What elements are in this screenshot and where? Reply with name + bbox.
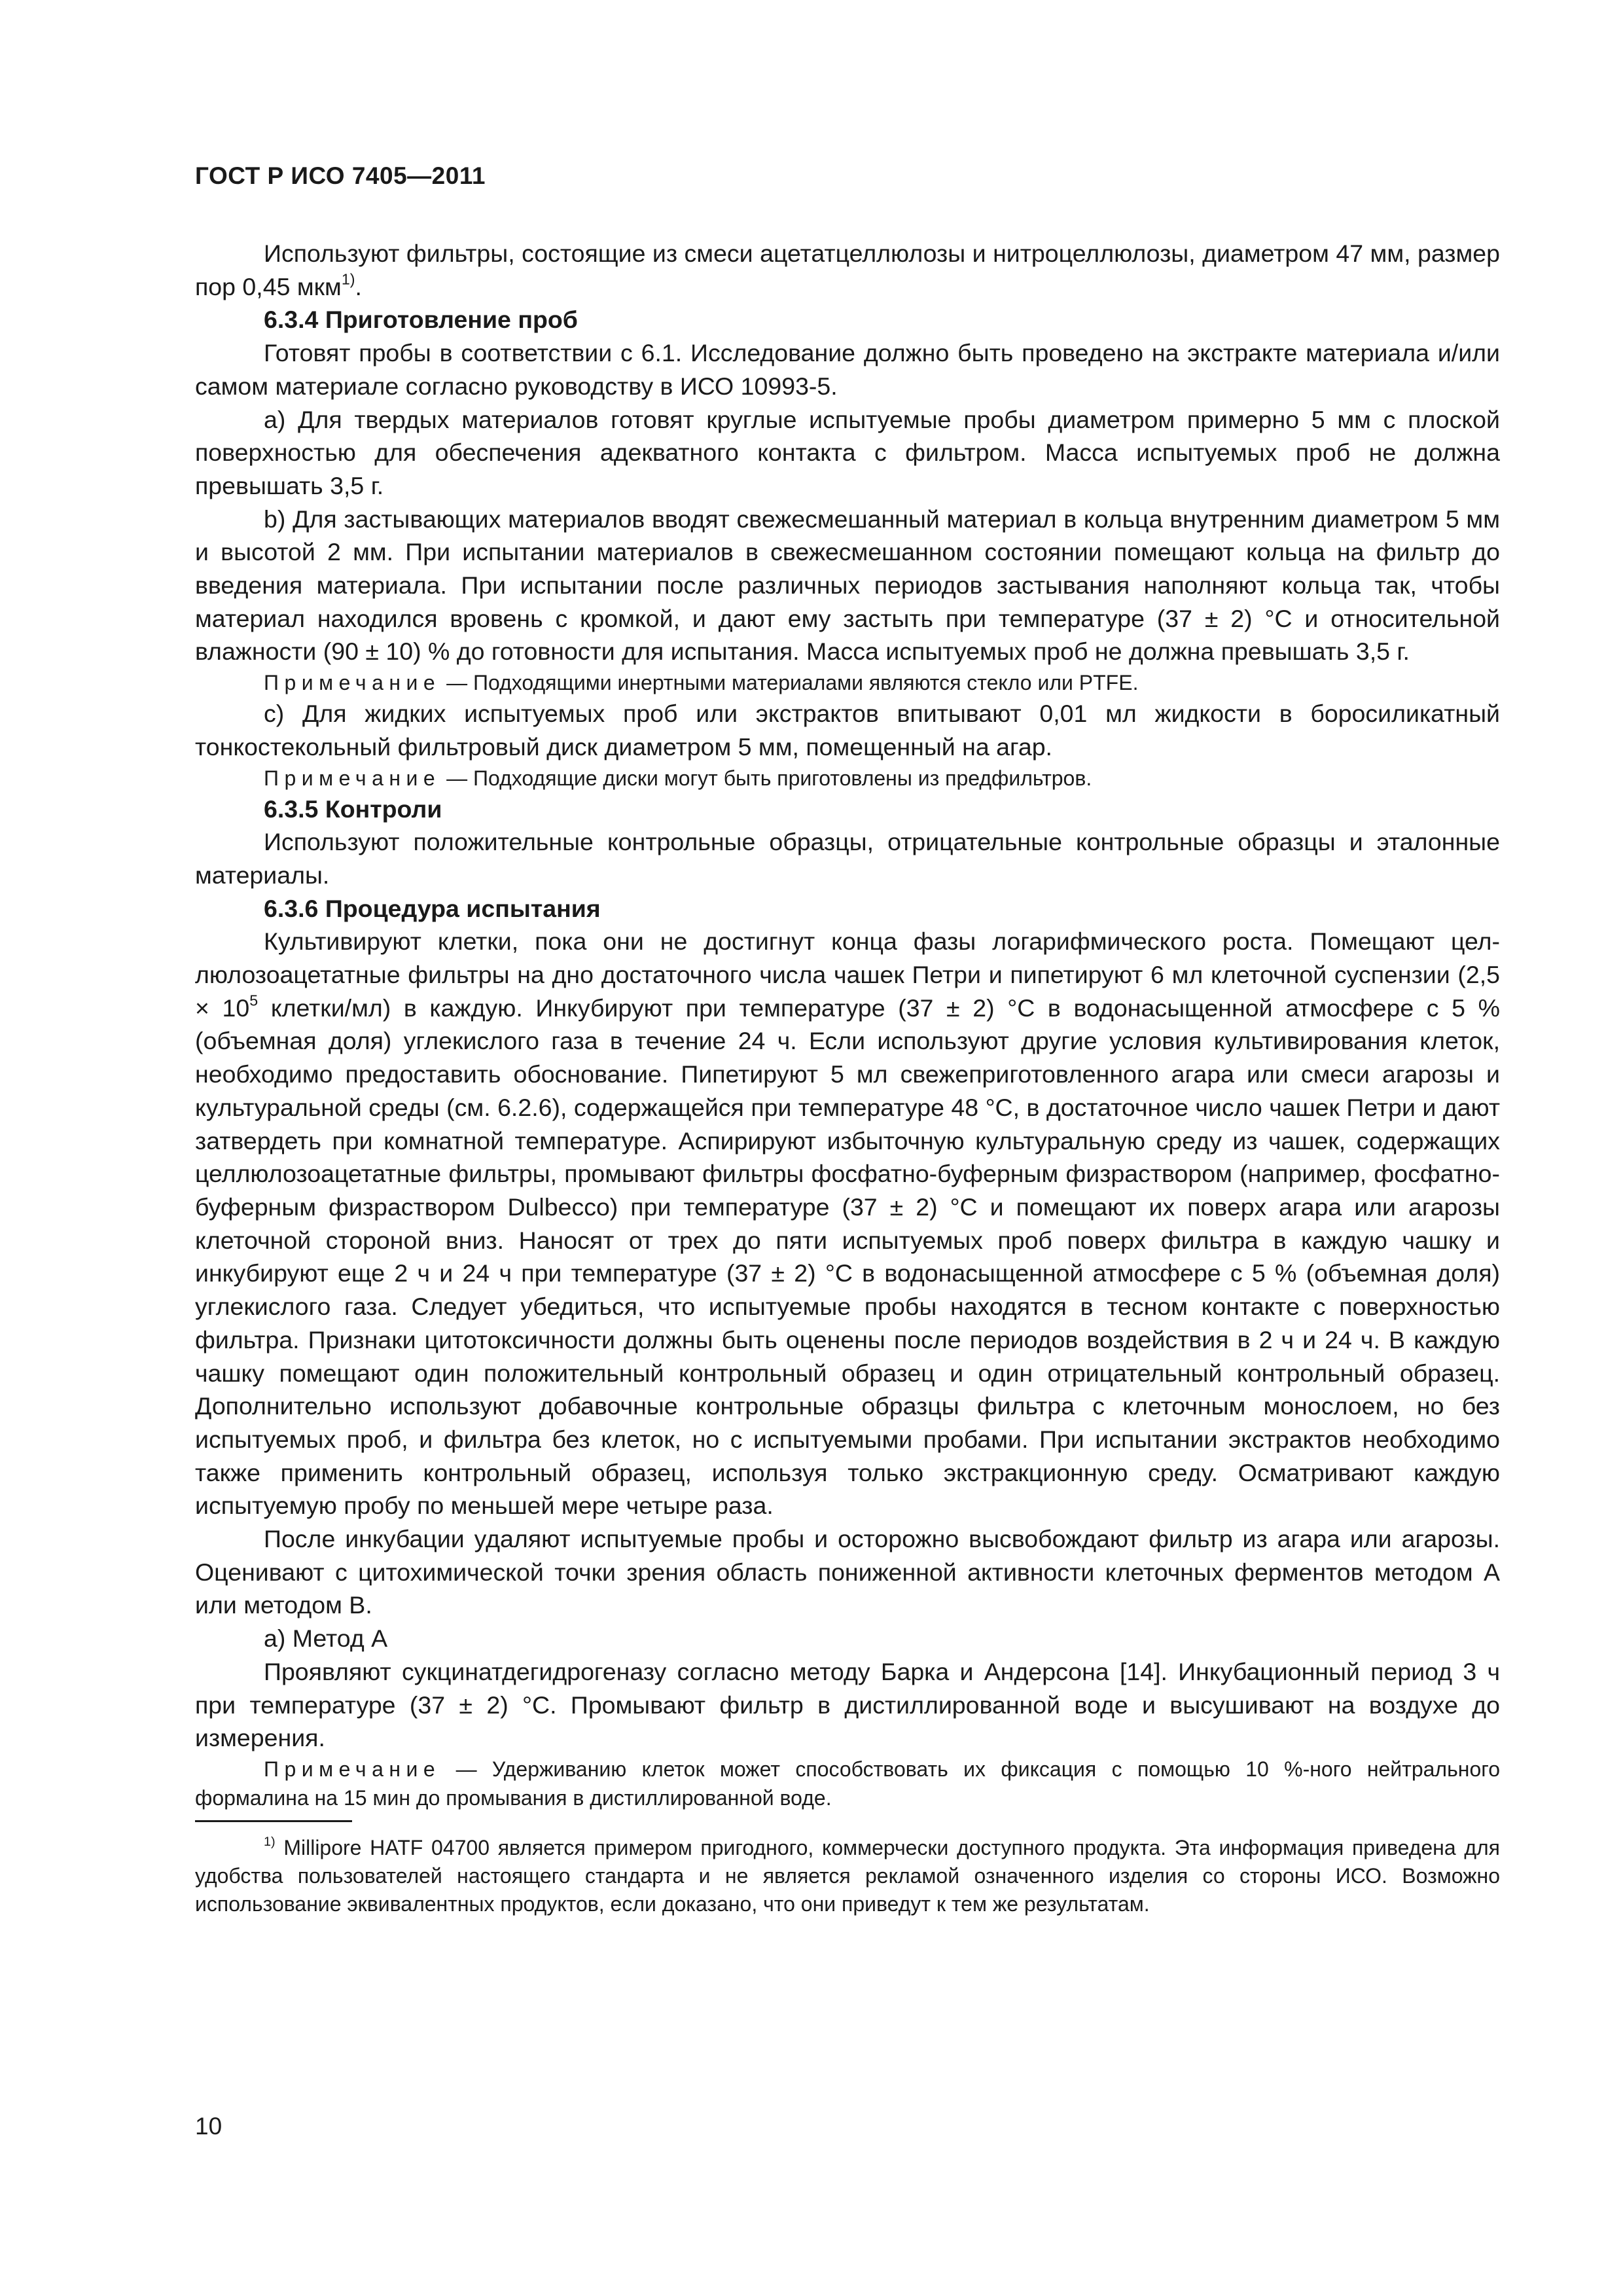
paragraph: Используют положительные контрольные образцы, отрицательные контрольные образцы и эталонные материалы. [195, 828, 1500, 889]
paragraph-filters: Используют фильтры, состоящие из смеси ацетатцеллюлозы и нитроцеллюлозы, диаметром 47 мм, размер пор 0,45 мкм$^{1)}$. [195, 240, 1500, 300]
paragraph-item-b: b) Для застывающих материалов вводят свежесмешанный материал в кольца внутренним диаметром 5 мм и высотой 2 мм. При испытании материалов в свежесмешанном состоянии помещают кольца на фильтр до введения материала. При испытании после различных периодов застывания наполняют кольца так, чтобы материал находился вровень с кромкой, и дают ему застыть при температуре (37 ± 2) °С и относительной влажности (90 ± 10) % до готовности для испытания. Масса испытуемых проб не должна превышать 3,5 г. [195, 505, 1500, 666]
note: Примечание — Удерживанию клеток может способствовать их фиксация с помощью 10 %-ного нейтрального формалина на 15 мин до промывания в дистиллированной воде. [195, 1757, 1500, 1810]
note: Примечание — Подходящие диски могут быть приготовлены из предфильтров. [264, 766, 1092, 790]
paragraph: Готовят пробы в соответствии с 6.1. Исследование должно быть проведено на экстракте материала и/или самом материале согласно руководству в ИСО 10993-5. [195, 339, 1500, 400]
footnote-divider [195, 1820, 352, 1822]
footnote-marker: 1) [264, 1835, 276, 1850]
document-header: ГОСТ Р ИСО 7405—2011 [195, 162, 486, 189]
paragraph: После инкубации удаляют испытуемые пробы и осторожно высвобождают фильтр из агара или агарозы. Оценивают с цитохимической точки зрения область пониженной активности клеточных ферментов методом А или методом В. [195, 1525, 1500, 1619]
paragraph-item-c: c) Для жидких испытуемых проб или экстрактов впитывают 0,01 мл жидкости в боросиликатный тонкостекольный фильтровый диск диаметром 5 мм, помещенный на агар. [195, 700, 1500, 761]
paragraph-procedure: Культивируют клетки, пока они не достигнут конца фазы логарифмического роста. Помещают целлюлозоацетатные фильтры на дно достаточного числа чашек Петри и пипетируют 6 мл клеточной суспензии ($2,5 \times 10^5$ клетки/мл) в каждую. Инкубируют при температуре (37 ± 2) °С в водонасыщенной атмосфере с 5 % (объемная доля) углекислого газа в течение 24 ч. Если используют другие условия культивирования клеток, необходимо предоставить обоснование. Пипетируют 5 мл свежеприготовленного агара или смеси агарозы и культуральной среды (см. 6.2.6), содержащейся при температуре 48 °С, в достаточное число чашек Петри и дают затвердеть при комнатной температуре. Аспирируют избыточную культуральную среду из чашек, содержащих целлюлозоацетатные фильтры, промывают фильтры фосфатно-буферным физраствором (например, фосфатно-буферным физраствором Dulbecco) при температуре (37 ± 2) °С и помещают их поверх агара или агарозы клеточной стороной вниз. Наносят от трех до пяти испытуемых проб поверх фильтра в каждую чашку и инкубируют еще 2 ч и 24 ч при температуре (37 ± 2) °С в водонасыщенной атмосфере с 5 % (объемная доля) углекислого газа. Следует убедиться, что испытуемые пробы находятся в тесном контакте с поверхностью фильтра. Признаки цитотоксичности должны быть оценены после периодов воздействия в 2 ч и 24 ч. В каждую чашку помещают один положительный контрольный образец и один отрицательный контрольный образец. Дополнительно используют добавочные контрольные образцы фильтра с клеточным монослоем, но без испытуемых проб, и фильтра без клеток, но с испытуемыми пробами. При испытании экстрактов необходимо также применить контрольный образец, используя только экстракционную среду. Осматривают каждую испытуемую пробу по меньшей мере четыре раза. [195, 927, 1501, 1520]
paragraph: Проявляют сукцинатдегидрогеназу согласно методу Барка и Андерсона [14]. Инкубационный период 3 ч при температуре (37 ± 2) °С. Промывают фильтр в дистиллированной воде и высушивают на воздухе до измерения. [195, 1657, 1500, 1752]
paragraph-method-a: а) Метод А [264, 1624, 388, 1653]
page-content [195, 237, 1500, 1918]
section-heading-6-3-6: 6.3.6 Процедура испытания [264, 894, 601, 922]
paragraph-item-a: a) Для твердых материалов готовят круглые испытуемые пробы диаметром примерно 5 мм с плоской поверхностью для обеспечения адекватного контакта с фильтром. Масса испытуемых проб не должна превышать 3,5 г. [195, 405, 1500, 499]
footnote-ref: 1) [341, 270, 355, 288]
note: Примечание — Подходящими инертными материалами являются стекло или PTFE. [264, 671, 1139, 695]
page-number: 10 [195, 2113, 223, 2140]
section-heading-6-3-5: 6.3.5 Контроли [264, 795, 442, 823]
footnote: $^{1)}$ Millipore HATF 04700 является примером пригодного, коммерчески доступного продукта. Эта информация приведена для удобства пользователей настоящего стандарта и не является рекламой означенного изделия со стороны ИСО. Возможно использование эквивалентных продуктов, если доказано, что они приведут к тем же результатам. [195, 1835, 1500, 1916]
section-heading-6-3-4: 6.3.4 Приготовление проб [264, 306, 578, 334]
